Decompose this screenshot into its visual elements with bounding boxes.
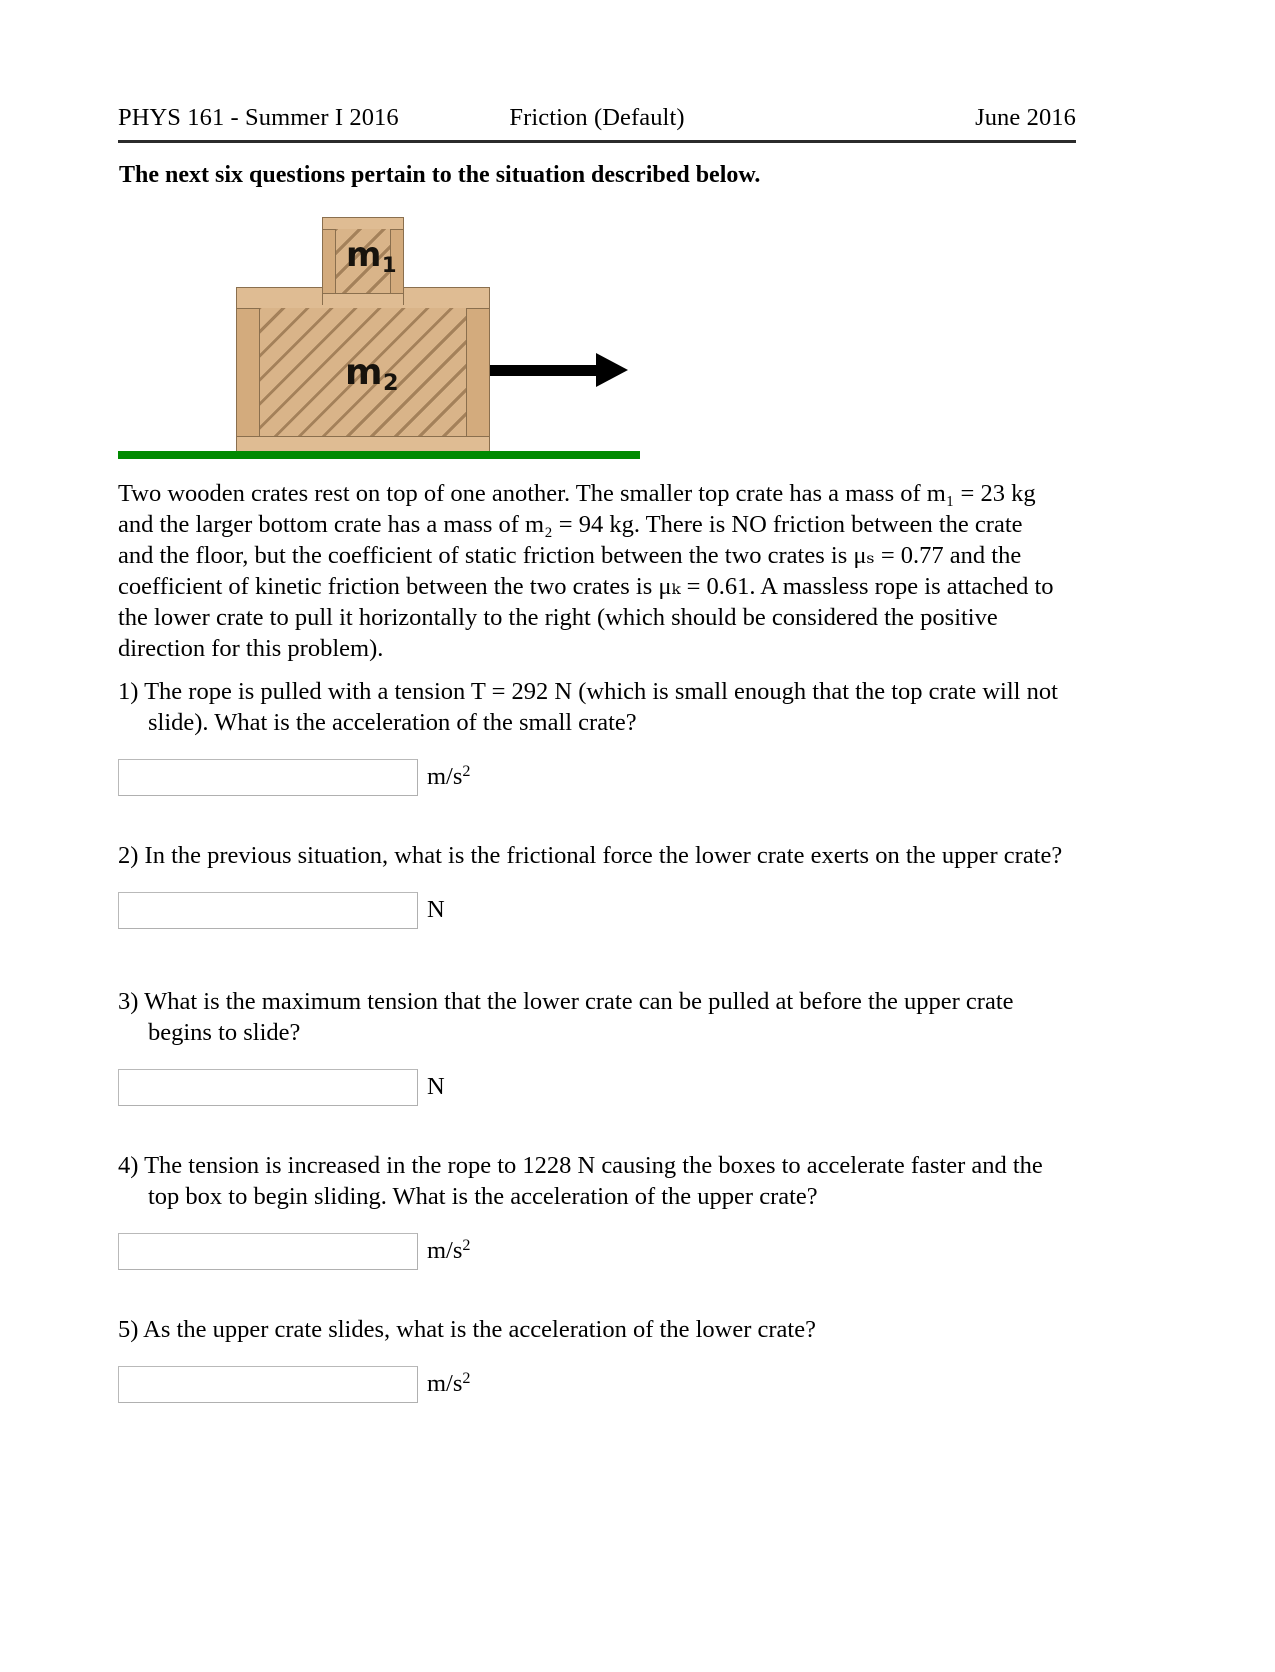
header-topic: Friction (Default) [509, 104, 685, 131]
header-divider [118, 140, 1076, 143]
question-5-text: 5) As the upper crate slides, what is the acceleration of the lower crate? [118, 1316, 816, 1343]
question-5-answer-row [118, 1366, 1070, 1403]
question-1-answer-row [118, 759, 1070, 796]
answer-input-4[interactable] [118, 1233, 418, 1270]
question-2-text: 2) In the previous situation, what is the frictional force the lower crate exerts on the upper crate? [118, 842, 1063, 869]
question-3-text: 3) What is the maximum tension that the lower crate can be pulled at before the upper crate begins to slide? [118, 988, 1014, 1046]
crate-diagram [118, 205, 678, 495]
upper-crate-mass-label: $m_1$ [346, 235, 397, 277]
tension-arrow-shaft [490, 365, 600, 376]
tension-arrow-head [596, 353, 628, 387]
header-course: PHYS 161 - Summer I 2016 [118, 104, 399, 131]
question-4-answer-row [118, 1233, 1070, 1270]
answer-input-5[interactable] [118, 1366, 418, 1403]
question-3-answer-row [118, 1069, 1070, 1106]
question-3 [118, 986, 1070, 1106]
answer-input-3[interactable] [118, 1069, 418, 1106]
answer-input-1[interactable] [118, 759, 418, 796]
answer-unit-5: $m/s^2$ [427, 1370, 471, 1398]
ground-line [118, 451, 640, 459]
question-5 [118, 1314, 1070, 1403]
question-4-text: 4) The tension is increased in the rope to 1228 N causing the boxes to accelerate faster and the top box to begin sliding. What is the acceleration of the upper crate? [118, 1152, 1043, 1210]
answer-unit-2: N [427, 896, 445, 924]
problem-statement: Two wooden crates rest on top of one another. The smaller top crate has a mass of m₁ = 23 kg and the larger bottom crate has a mass of m₂ = 94 kg. There is NO friction between the crate and the floor, but the coefficient of static friction between the two crates is μₛ = 0.77 and the coefficient of kinetic friction between the two crates is μₖ = 0.61. A massless rope is attached to the lower crate to pull it horizontally to the right (which should be considered the positive direction for this problem). [118, 480, 1054, 662]
section-subtitle: The next six questions pertain to the situation described below. [119, 162, 761, 188]
question-1-text: 1) The rope is pulled with a tension T = 292 N (which is small enough that the top crate will not slide). What is the acceleration of the small crate? [118, 678, 1058, 736]
upper-crate-bottom-board [323, 293, 403, 305]
page-header [118, 104, 1076, 132]
header-date: June 2016 [975, 104, 1076, 131]
lower-crate-mass-label: $m_2$ [345, 352, 399, 397]
question-1 [118, 676, 1070, 796]
question-4 [118, 1150, 1070, 1270]
answer-unit-1: $m/s^2$ [427, 763, 471, 791]
answer-unit-3: N [427, 1073, 445, 1101]
answer-unit-4: $m/s^2$ [427, 1237, 471, 1265]
question-2 [118, 840, 1070, 929]
question-2-answer-row [118, 892, 1070, 929]
answer-input-2[interactable] [118, 892, 418, 929]
